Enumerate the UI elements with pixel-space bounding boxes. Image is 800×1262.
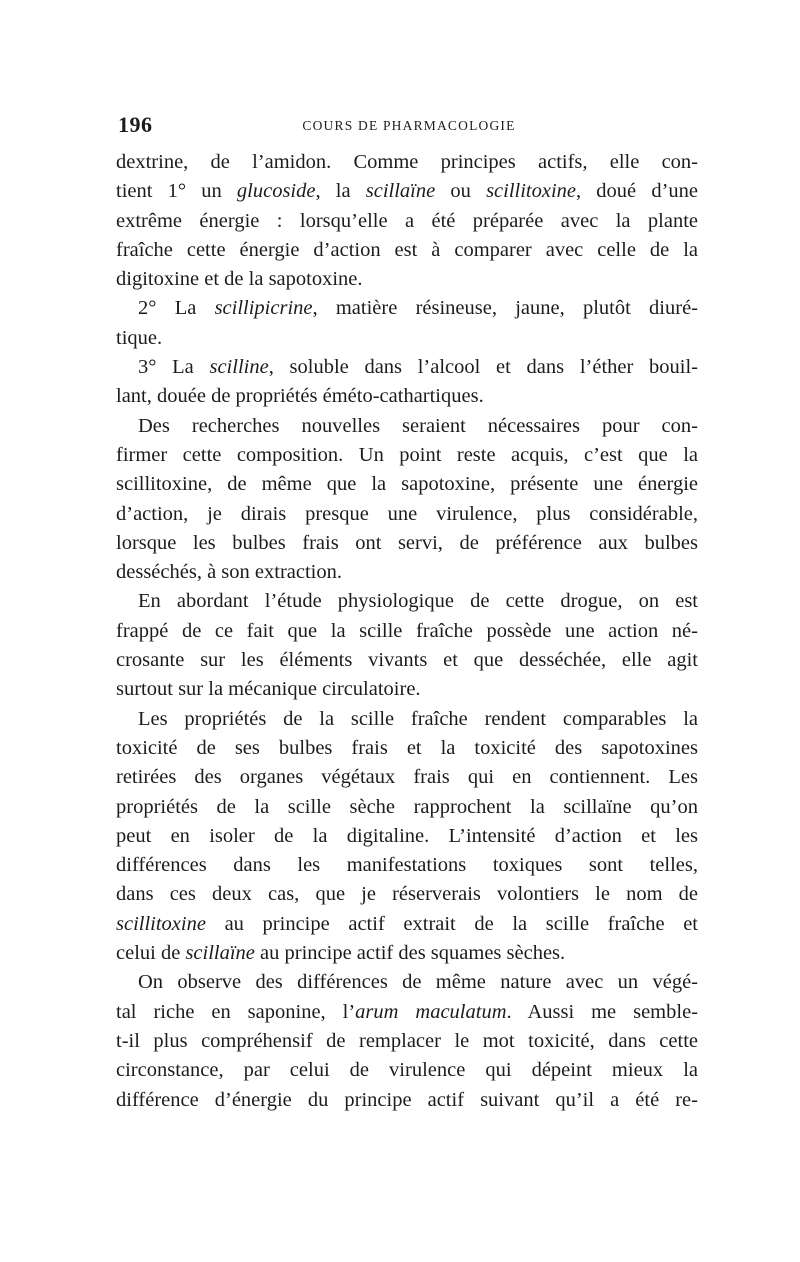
text-line [116, 705, 698, 734]
italic-term: glucoside [236, 180, 316, 203]
text-line [116, 324, 698, 353]
text-segment: ou [435, 180, 487, 203]
text-line [116, 207, 698, 236]
text-segment: On observe des différences de même nature avec un végé- [138, 971, 698, 994]
text-line [116, 177, 698, 206]
text-line [116, 793, 698, 822]
text-line [116, 910, 698, 939]
text-line [116, 382, 698, 411]
text-segment: , doué d’une [576, 180, 699, 203]
text-segment: Les propriétés de la scille fraîche rendent comparables la [138, 707, 698, 730]
text-segment: tient 1° un [116, 180, 237, 203]
text-line [116, 880, 698, 909]
text-segment: propriétés de la scille sèche rapprochent la scillaïne qu’on [116, 795, 698, 818]
text-line [116, 529, 698, 558]
text-line [116, 558, 698, 587]
italic-term: scillitoxine [486, 180, 577, 203]
text-line [116, 763, 698, 792]
text-line [116, 734, 698, 763]
text-segment: d’action, je dirais presque une virulence, plus considérable, [116, 502, 698, 525]
text-segment: tal riche en saponine, l’ [116, 1000, 356, 1023]
page-number: 196 [118, 112, 153, 137]
text-segment: tique. [116, 326, 163, 349]
text-segment: au principe actif des squames sèches. [254, 942, 566, 965]
text-line [116, 470, 698, 499]
text-segment: desséchés, à son extraction. [116, 561, 342, 584]
text-line [116, 1027, 698, 1056]
text-segment: surtout sur la mécanique circulatoire. [116, 678, 421, 701]
page-header [118, 112, 700, 140]
text-segment: frappé de ce fait que la scille fraîche possède une action né- [116, 619, 698, 642]
text-line [116, 939, 698, 968]
text-segment: celui de [116, 942, 186, 965]
text-line [116, 617, 698, 646]
italic-term: arum maculatum [355, 1000, 507, 1023]
text-segment: t-il plus compréhensif de remplacer le mot toxicité, dans cette [116, 1029, 698, 1052]
text-segment: , matière résineuse, jaune, plutôt diuré- [312, 297, 698, 320]
text-line [116, 646, 698, 675]
text-line [116, 294, 698, 323]
italic-term: scillaïne [365, 180, 436, 203]
italic-term: scillitoxine [116, 912, 206, 935]
text-line [116, 587, 698, 616]
italic-term: scilline [209, 356, 269, 379]
text-line [116, 675, 698, 704]
text-segment: extrême énergie : lorsqu’elle a été préparée avec la plante [116, 209, 698, 232]
text-segment: dans ces deux cas, que je réserverais volontiers le nom de [116, 883, 698, 906]
text-line [116, 998, 698, 1027]
text-segment: , la [315, 180, 366, 203]
text-segment: Des recherches nouvelles seraient nécessaires pour con- [138, 414, 698, 437]
text-segment: digitoxine et de la sapotoxine. [116, 268, 363, 291]
text-line [116, 500, 698, 529]
body-text [116, 148, 698, 1115]
text-segment: 3° La [138, 356, 210, 379]
italic-term: scillaïne [185, 942, 255, 965]
text-segment: . Aussi me semble- [506, 1000, 699, 1023]
text-segment: En abordant l’étude physiologique de cette drogue, on est [138, 590, 698, 613]
text-segment: peut en isoler de la digitaline. L’intensité d’action et les [116, 824, 698, 847]
text-line [116, 968, 698, 997]
text-line [116, 822, 698, 851]
text-segment: lorsque les bulbes frais ont servi, de préférence aux bulbes [116, 531, 698, 554]
text-segment: différence d’énergie du principe actif suivant qu’il a été re- [116, 1088, 698, 1111]
text-line [116, 851, 698, 880]
text-segment: crosante sur les éléments vivants et que desséchée, elle agit [116, 649, 698, 672]
text-line [116, 265, 698, 294]
text-line [116, 1056, 698, 1085]
text-segment: retirées des organes végétaux frais qui en contiennent. Les [116, 766, 698, 789]
text-line [116, 353, 698, 382]
text-segment: scillitoxine, de même que la sapotoxine, présente une énergie [116, 473, 698, 496]
running-head: COURS DE PHARMACOLOGIE [302, 118, 516, 133]
text-line [116, 148, 698, 177]
text-segment: circonstance, par celui de virulence qui dépeint mieux la [116, 1059, 698, 1082]
text-line [116, 236, 698, 265]
text-segment: 2° La [138, 297, 215, 320]
text-segment: fraîche cette énergie d’action est à comparer avec celle de la [116, 238, 698, 261]
text-line [116, 412, 698, 441]
text-segment: , soluble dans l’alcool et dans l’éther bouil- [268, 356, 698, 379]
text-segment: différences dans les manifestations toxiques sont telles, [116, 854, 698, 877]
text-segment: au principe actif extrait de la scille fraîche et [205, 912, 698, 935]
text-segment: lant, douée de propriétés éméto-cathartiques. [116, 385, 484, 408]
italic-term: scillipicrine [214, 297, 313, 320]
text-segment: firmer cette composition. Un point reste acquis, c’est que la [116, 443, 698, 466]
text-line [116, 1086, 698, 1115]
text-segment: toxicité de ses bulbes frais et la toxicité des sapotoxines [116, 736, 698, 759]
text-segment: dextrine, de l’amidon. Comme principes actifs, elle con- [116, 151, 698, 173]
text-line [116, 441, 698, 470]
